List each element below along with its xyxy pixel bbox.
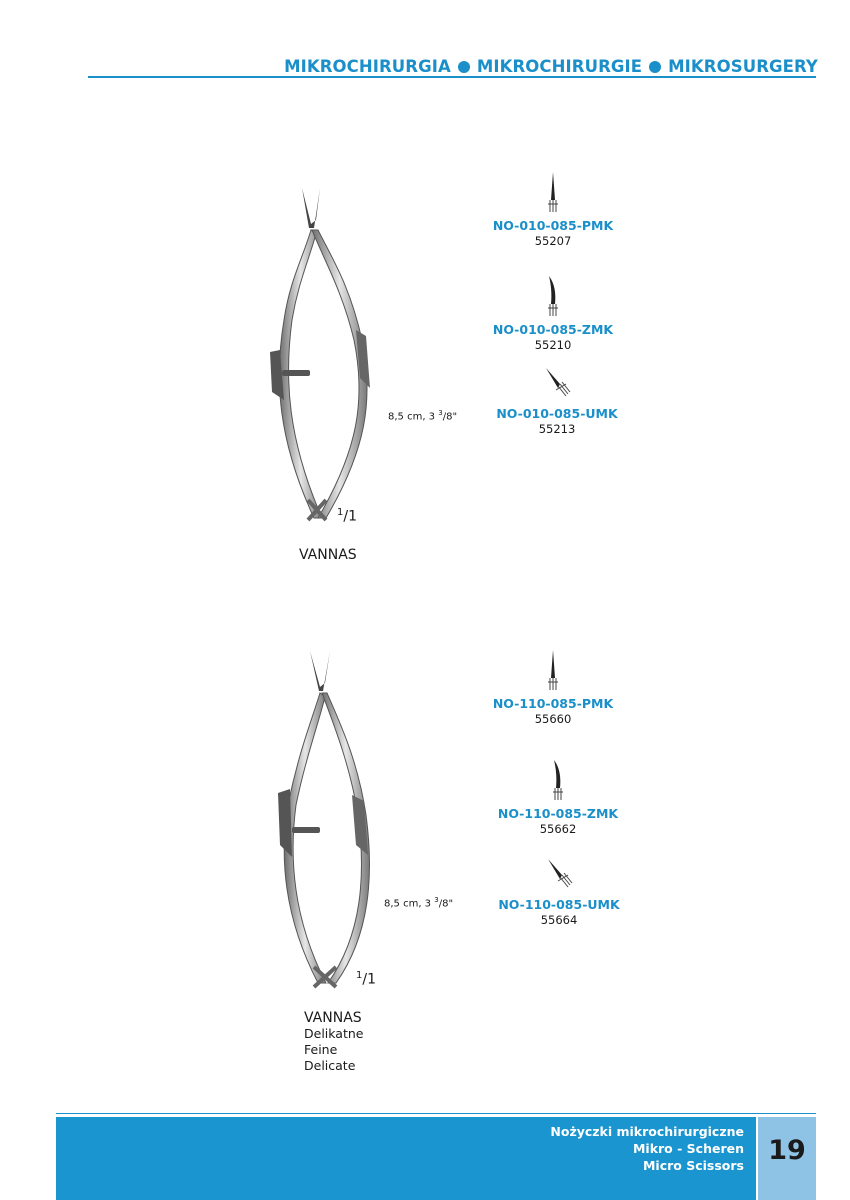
- footer-line-pl: Nożyczki mikrochirurgiczne: [550, 1124, 744, 1139]
- curved-tip-icon: [543, 274, 563, 318]
- size-label: 8,5 cm, 3 $^3$/8": [388, 409, 458, 423]
- footer-section-title: [550, 1123, 744, 1174]
- footer-line-de: Mikro - Scheren: [632, 1141, 744, 1156]
- straight-tip-icon: [543, 170, 563, 214]
- footer-line-en: Micro Scissors: [642, 1158, 744, 1173]
- variant-ref: 55213: [538, 422, 576, 436]
- straight-tip-icon: [543, 648, 563, 692]
- variant-code: NO-110-085-PMK: [492, 696, 614, 711]
- subtitle-de: Feine: [304, 1042, 338, 1057]
- page-header-title: [284, 57, 818, 76]
- bullet-dot-icon: [649, 61, 661, 73]
- variant-angled: [484, 853, 634, 927]
- size-label: 8,5 cm, 3 $^3$/8": [384, 896, 454, 910]
- variant-ref: 55660: [534, 712, 572, 726]
- header-title-de: MIKROCHIRURGIE: [476, 57, 643, 76]
- header-title-pl: MIKROCHIRURGIA: [284, 57, 451, 76]
- variant-angled: [482, 362, 632, 436]
- variant-code: NO-110-085-ZMK: [497, 806, 619, 821]
- variant-ref: 55210: [534, 338, 572, 352]
- product-name: VANNAS Delikatne Feine Delicate: [304, 1010, 364, 1073]
- variant-code: NO-010-085-ZMK: [492, 322, 614, 337]
- product-name: VANNAS: [299, 547, 357, 563]
- header-title-en: MIKROSURGERY: [668, 57, 818, 76]
- variant-code: NO-110-085-UMK: [498, 897, 620, 912]
- variant-code: NO-010-085-PMK: [492, 218, 614, 233]
- variant-code: NO-010-085-UMK: [496, 406, 618, 421]
- vannas-scissors-image: [262, 180, 372, 530]
- subtitle-pl: Delikatne: [304, 1026, 364, 1041]
- variant-curved: [483, 758, 633, 836]
- scale-label: $^1$/1: [356, 970, 377, 988]
- page-number: 19: [768, 1135, 806, 1166]
- subtitle-en: Delicate: [304, 1058, 356, 1073]
- bullet-dot-icon: [458, 61, 470, 73]
- variant-straight: [478, 648, 628, 726]
- variant-curved: [478, 274, 628, 352]
- angled-tip-icon: [542, 362, 572, 402]
- footer-bar: [56, 1117, 756, 1200]
- angled-tip-icon: [544, 853, 574, 893]
- scale-label: $^1$/1: [337, 507, 358, 525]
- footer-divider: [56, 1113, 816, 1114]
- variant-ref: 55207: [534, 234, 572, 248]
- variant-ref: 55662: [539, 822, 577, 836]
- header-divider: [88, 76, 816, 78]
- page-number-box: [758, 1117, 816, 1200]
- curved-tip-icon: [548, 758, 568, 802]
- variant-ref: 55664: [540, 913, 578, 927]
- variant-straight: [478, 170, 628, 248]
- vannas-delicate-scissors-image: [270, 645, 380, 995]
